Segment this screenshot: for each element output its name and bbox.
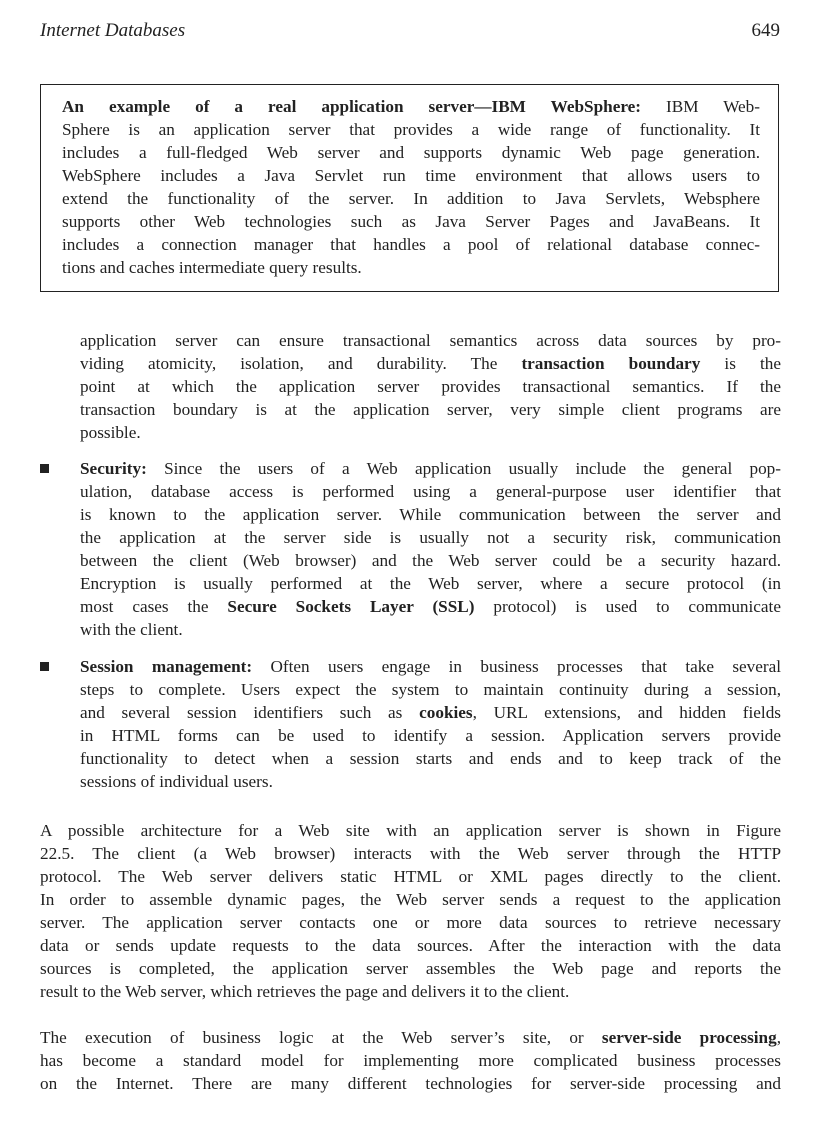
text-line	[80, 503, 781, 526]
paragraph-server-side-processing	[40, 1026, 781, 1095]
text-run: ,	[776, 1028, 781, 1047]
text-run: point at which the application server provides transactional semantics. If the	[80, 377, 781, 396]
text-line	[40, 819, 781, 842]
bold-term: An example of a real application server—IBM WebSphere:	[62, 97, 642, 116]
bold-term: server-side processing	[601, 1028, 777, 1047]
text-run: result to the Web server, which retrieves the page and delivers it to the client.	[40, 982, 570, 1001]
text-run: in HTML forms can be used to identify a session. Application servers provide	[80, 726, 781, 745]
sidebar-box-text	[62, 95, 760, 279]
text-run: WebSphere includes a Java Servlet run time environment that allows users to	[62, 166, 760, 185]
text-line	[62, 233, 760, 256]
text-run: Encryption is usually performed at the Web server, where a secure protocol (in	[80, 574, 781, 593]
text-line	[80, 770, 781, 793]
bullet-session-management	[80, 655, 781, 793]
text-run: server. The application server contacts one or more data sources to retrieve necessary	[40, 913, 781, 932]
text-run: between the client (Web browser) and the Web server could be a security hazard.	[80, 551, 781, 570]
text-run: and several session identifiers such as	[80, 703, 420, 722]
text-line	[62, 118, 760, 141]
text-line	[40, 1072, 781, 1095]
text-line	[40, 1026, 781, 1049]
bold-term: Session management:	[80, 657, 253, 676]
text-run: extend the functionality of the server. In addition to Java Servlets, Websphere	[62, 189, 760, 208]
text-run: In order to assemble dynamic pages, the Web server sends a request to the application	[40, 890, 781, 909]
text-run: 22.5. The client (a Web browser) interacts with the Web server through the HTTP	[40, 844, 781, 863]
bold-term: Secure Sockets Layer (SSL)	[227, 597, 475, 616]
text-line	[62, 210, 760, 233]
text-line	[80, 678, 781, 701]
text-line	[80, 457, 781, 480]
text-line	[80, 480, 781, 503]
text-run: includes a connection manager that handles a pool of relational database connec-	[62, 235, 760, 254]
text-line	[62, 187, 760, 210]
text-line	[80, 595, 781, 618]
text-line	[40, 888, 781, 911]
text-run: data or sends update requests to the data sources. After the interaction with the data	[40, 936, 781, 955]
text-run: the application at the server side is usually not a security risk, communication	[80, 528, 781, 547]
text-line	[40, 911, 781, 934]
bullet-marker	[40, 464, 49, 473]
text-run: sessions of individual users.	[80, 772, 273, 791]
text-run: , URL extensions, and hidden fields	[472, 703, 781, 722]
text-run: on the Internet. There are many different technologies for server-side processing and	[40, 1074, 781, 1093]
text-line	[80, 329, 781, 352]
text-line	[40, 842, 781, 865]
text-run: viding atomicity, isolation, and durability. The	[80, 354, 522, 373]
text-run: steps to complete. Users expect the system to maintain continuity during a session,	[80, 680, 781, 699]
text-line	[62, 95, 760, 118]
text-line	[80, 572, 781, 595]
text-run: The execution of business logic at the Web server’s site, or	[40, 1028, 602, 1047]
bold-term: cookies	[419, 703, 473, 722]
text-run: functionality to detect when a session starts and ends and to keep track of the	[80, 749, 781, 768]
text-run: tions and caches intermediate query results.	[62, 258, 362, 277]
text-run: includes a full-fledged Web server and supports dynamic Web page generation.	[62, 143, 760, 162]
bullet-security	[80, 457, 781, 641]
text-run: protocol) is used to communicate	[474, 597, 781, 616]
text-line	[40, 934, 781, 957]
text-run: transaction boundary is at the application server, very simple client programs are	[80, 400, 781, 419]
text-line	[62, 256, 760, 279]
text-run: is known to the application server. While communication between the server and	[80, 505, 781, 524]
bullet-marker	[40, 662, 49, 671]
text-line	[80, 375, 781, 398]
text-line	[40, 1049, 781, 1072]
text-line	[80, 724, 781, 747]
text-run: supports other Web technologies such as Java Server Pages and JavaBeans. It	[62, 212, 760, 231]
text-line	[80, 352, 781, 375]
text-line	[40, 957, 781, 980]
text-line	[40, 865, 781, 888]
text-run: Often users engage in business processes that take several	[252, 657, 781, 676]
text-line	[80, 526, 781, 549]
bold-term: Security:	[80, 459, 147, 478]
text-line	[80, 655, 781, 678]
text-run: application server can ensure transactional semantics across data sources by pro-	[80, 331, 781, 350]
text-run: sources is completed, the application server assembles the Web page and reports the	[40, 959, 781, 978]
text-run: IBM Web-	[641, 97, 760, 116]
bold-term: transaction boundary	[521, 354, 701, 373]
text-line	[80, 747, 781, 770]
text-line	[62, 164, 760, 187]
text-run: Sphere is an application server that provides a wide range of functionality. It	[62, 120, 760, 139]
text-line	[40, 980, 781, 1003]
text-run: ulation, database access is performed using a general-purpose user identifier that	[80, 482, 781, 501]
text-run: A possible architecture for a Web site with an application server is shown in Figure	[40, 821, 781, 840]
text-line	[80, 701, 781, 724]
text-line	[62, 141, 760, 164]
text-run: Since the users of a Web application usually include the general pop-	[146, 459, 781, 478]
text-run: most cases the	[80, 597, 228, 616]
text-line	[80, 618, 781, 641]
text-line	[80, 549, 781, 572]
paragraph-architecture	[40, 819, 781, 1003]
text-line	[80, 421, 781, 444]
text-line	[80, 398, 781, 421]
text-run: with the client.	[80, 620, 183, 639]
text-run: has become a standard model for implementing more complicated business processes	[40, 1051, 781, 1070]
text-run: possible.	[80, 423, 141, 442]
text-run: protocol. The Web server delivers static HTML or XML pages directly to the client.	[40, 867, 781, 886]
text-run: is the	[700, 354, 781, 373]
page-number: 649	[751, 20, 780, 41]
running-header-title: Internet Databases	[40, 20, 186, 41]
bullet-continuation	[80, 329, 781, 444]
